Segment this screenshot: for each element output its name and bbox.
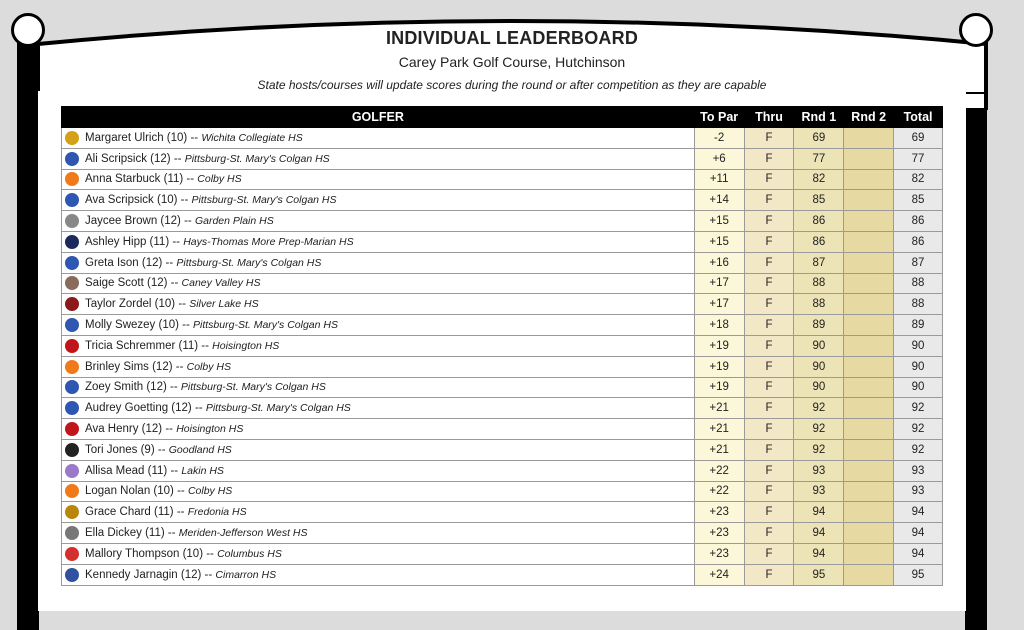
- table-row[interactable]: [62, 543, 943, 564]
- shield-icon: [65, 131, 79, 145]
- school-name: Pittsburg-St. Mary's Colgan HS: [205, 402, 351, 415]
- total-cell: 93: [894, 460, 943, 481]
- thru-cell: F: [744, 211, 794, 232]
- rnd2-score: [844, 377, 894, 398]
- golfer-cell: [62, 543, 695, 564]
- school-logo-icon: [65, 256, 79, 270]
- to-par-cell: +19: [694, 356, 744, 377]
- golfer-name: Molly Swezey (10): [85, 319, 179, 332]
- golfer-cell: [62, 419, 695, 440]
- rnd2-score: [844, 273, 894, 294]
- name-separator: --: [187, 131, 202, 144]
- school-name: Meriden-Jefferson West HS: [178, 527, 308, 540]
- golfer-cell: [62, 356, 695, 377]
- total-cell: 93: [894, 481, 943, 502]
- name-separator: --: [183, 173, 198, 186]
- total-cell: 85: [894, 190, 943, 211]
- rnd2-score: [844, 543, 894, 564]
- golfer-name: Greta Ison (12): [85, 256, 163, 269]
- to-par-cell: +21: [694, 419, 744, 440]
- golfer-cell: [62, 231, 695, 252]
- thru-cell: F: [744, 273, 794, 294]
- rnd2-score: [844, 481, 894, 502]
- total-cell: 86: [894, 211, 943, 232]
- total-cell: 88: [894, 273, 943, 294]
- golfer-name: Allisa Mead (11): [85, 464, 168, 477]
- name-separator: --: [198, 339, 213, 352]
- school-name: Pittsburg-St. Mary's Colgan HS: [176, 256, 322, 269]
- to-par-cell: +21: [694, 439, 744, 460]
- school-name: Cimarron HS: [215, 568, 277, 581]
- rnd2-score: [844, 252, 894, 273]
- golfer-cell: [62, 315, 695, 336]
- golfer-cell: [62, 481, 695, 502]
- golfer-name: Anna Starbuck (11): [85, 173, 184, 186]
- col-thru[interactable]: Thru: [744, 107, 794, 128]
- to-par-cell: +11: [694, 169, 744, 190]
- name-separator: --: [154, 443, 169, 456]
- rnd1-score[interactable]: 88: [794, 294, 844, 315]
- table-row[interactable]: [62, 169, 943, 190]
- total-cell: 94: [894, 502, 943, 523]
- school-logo-icon: [65, 152, 79, 166]
- school-name: Pittsburg-St. Mary's Colgan HS: [184, 152, 330, 165]
- table-row[interactable]: [62, 273, 943, 294]
- col-rnd2[interactable]: Rnd 2: [844, 107, 894, 128]
- golfer-name: Tricia Schremmer (11): [85, 339, 199, 352]
- school-name: Pittsburg-St. Mary's Colgan HS: [180, 381, 326, 394]
- name-separator: --: [191, 402, 206, 415]
- total-cell: 87: [894, 252, 943, 273]
- golfer-name: Taylor Zordel (10): [85, 298, 176, 311]
- total-cell: 94: [894, 543, 943, 564]
- name-separator: --: [172, 360, 187, 373]
- rnd1-score[interactable]: 88: [794, 273, 844, 294]
- table-row[interactable]: [62, 398, 943, 419]
- school-logo-icon: [65, 193, 79, 207]
- tiger-logo-icon: [65, 526, 79, 540]
- rnd1-score[interactable]: 95: [794, 564, 844, 585]
- name-separator: --: [167, 464, 182, 477]
- rnd1-score[interactable]: 93: [794, 481, 844, 502]
- school-name: Goodland HS: [168, 443, 232, 456]
- golfer-cell: [62, 211, 695, 232]
- rnd1-score[interactable]: 77: [794, 148, 844, 169]
- golfer-cell: [62, 439, 695, 460]
- thru-cell: F: [744, 252, 794, 273]
- total-cell: 86: [894, 231, 943, 252]
- rnd1-score[interactable]: 92: [794, 398, 844, 419]
- table-row[interactable]: [62, 190, 943, 211]
- golfer-cell: [62, 398, 695, 419]
- thru-cell: F: [744, 439, 794, 460]
- to-par-cell: +21: [694, 398, 744, 419]
- rnd1-score[interactable]: 86: [794, 231, 844, 252]
- table-row[interactable]: [62, 335, 943, 356]
- golfer-name: Jaycee Brown (12): [85, 215, 181, 228]
- school-logo-icon: [65, 318, 79, 332]
- name-separator: --: [173, 485, 188, 498]
- thru-cell: F: [744, 231, 794, 252]
- golfer-name: Logan Nolan (10): [85, 485, 174, 498]
- table-row[interactable]: [62, 523, 943, 544]
- golfer-name: Kennedy Jarnagin (12): [85, 568, 202, 581]
- rnd1-score[interactable]: 94: [794, 543, 844, 564]
- name-separator: --: [175, 298, 190, 311]
- name-separator: --: [203, 547, 218, 560]
- to-par-cell: +18: [694, 315, 744, 336]
- to-par-cell: +6: [694, 148, 744, 169]
- golfer-name: Ali Scripsick (12): [85, 152, 171, 165]
- golfer-name: Ava Scripsick (10): [85, 194, 178, 207]
- golfer-name: Zoey Smith (12): [85, 381, 167, 394]
- name-separator: --: [170, 152, 185, 165]
- total-cell: 89: [894, 315, 943, 336]
- table-row[interactable]: [62, 231, 943, 252]
- golfer-cell: [62, 294, 695, 315]
- school-name: Fredonia HS: [187, 506, 247, 519]
- rnd1-score[interactable]: 94: [794, 523, 844, 544]
- rnd2-score: [844, 169, 894, 190]
- golfer-cell: [62, 273, 695, 294]
- thru-cell: F: [744, 543, 794, 564]
- golfer-name: Grace Chard (11): [85, 506, 174, 519]
- page-title: INDIVIDUAL LEADERBOARD: [385, 28, 639, 48]
- eagle-logo-icon: [65, 172, 79, 186]
- table-row[interactable]: [62, 252, 943, 273]
- golfer-cell: [62, 128, 695, 149]
- rnd2-score: [844, 335, 894, 356]
- table-row[interactable]: [62, 356, 943, 377]
- to-par-cell: +15: [694, 211, 744, 232]
- rnd1-score[interactable]: 85: [794, 190, 844, 211]
- cowboy-logo-icon: [65, 443, 79, 457]
- total-cell: 90: [894, 356, 943, 377]
- table-row[interactable]: [62, 502, 943, 523]
- rnd1-score[interactable]: 86: [794, 211, 844, 232]
- table-row[interactable]: [62, 128, 943, 149]
- golfer-name: Margaret Ulrich (10): [85, 131, 188, 144]
- total-cell: 90: [894, 335, 943, 356]
- rnd2-score: [844, 315, 894, 336]
- golfer-cell: [62, 169, 695, 190]
- name-separator: --: [178, 319, 194, 332]
- rnd1-score[interactable]: 90: [794, 335, 844, 356]
- total-cell: 90: [894, 377, 943, 398]
- golfer-cell: [62, 502, 695, 523]
- table-row[interactable]: [62, 439, 943, 460]
- name-separator: --: [167, 277, 182, 290]
- rnd2-score: [844, 211, 894, 232]
- figure-logo-icon: [65, 214, 79, 228]
- rnd1-score[interactable]: 82: [794, 169, 844, 190]
- eagle-logo-icon: [65, 297, 79, 311]
- total-cell: 94: [894, 523, 943, 544]
- table-row[interactable]: [62, 148, 943, 169]
- school-name: Wichita Collegiate HS: [201, 131, 303, 144]
- total-cell: 95: [894, 564, 943, 585]
- to-par-cell: +16: [694, 252, 744, 273]
- col-rnd1[interactable]: Rnd 1: [794, 107, 844, 128]
- thru-cell: F: [744, 335, 794, 356]
- school-name: Hoisington HS: [212, 339, 280, 352]
- to-par-cell: +23: [694, 543, 744, 564]
- table-row[interactable]: [62, 460, 943, 481]
- golfer-cell: [62, 252, 695, 273]
- thru-cell: F: [744, 356, 794, 377]
- rnd2-score: [844, 523, 894, 544]
- table-row[interactable]: [62, 315, 943, 336]
- rnd2-score: [844, 460, 894, 481]
- golfer-cell: [62, 564, 695, 585]
- rnd2-score: [844, 356, 894, 377]
- school-logo-icon: [65, 380, 79, 394]
- crest-logo-icon: [65, 235, 79, 249]
- thru-cell: F: [744, 315, 794, 336]
- total-cell: 77: [894, 148, 943, 169]
- total-cell: 88: [894, 294, 943, 315]
- table-header-row: [62, 107, 943, 128]
- name-separator: --: [162, 423, 177, 436]
- rnd1-score[interactable]: 87: [794, 252, 844, 273]
- golfer-name: Ava Henry (12): [85, 423, 163, 436]
- rnd2-score: [844, 148, 894, 169]
- table-row[interactable]: [62, 211, 943, 232]
- col-total[interactable]: Total: [894, 107, 943, 128]
- col-to-par[interactable]: To Par: [694, 107, 744, 128]
- to-par-cell: +23: [694, 502, 744, 523]
- table-row[interactable]: [62, 419, 943, 440]
- golfer-cell: [62, 377, 695, 398]
- golfer-cell: [62, 523, 695, 544]
- total-cell: 92: [894, 439, 943, 460]
- course-subtitle: Carey Park Golf Course, Hutchinson: [398, 54, 626, 70]
- thru-cell: F: [744, 523, 794, 544]
- school-name: Colby HS: [187, 485, 233, 498]
- to-par-cell: +19: [694, 335, 744, 356]
- golfer-name: Ashley Hipp (11): [85, 235, 170, 248]
- thru-cell: F: [744, 128, 794, 149]
- cardinal-logo-icon: [65, 422, 79, 436]
- table-row[interactable]: [62, 377, 943, 398]
- total-cell: 92: [894, 398, 943, 419]
- rnd1-score[interactable]: 90: [794, 356, 844, 377]
- table-row[interactable]: [62, 564, 943, 585]
- school-name: Hoisington HS: [176, 423, 244, 436]
- rnd2-score: [844, 128, 894, 149]
- thru-cell: F: [744, 148, 794, 169]
- rnd2-score: [844, 231, 894, 252]
- left-sign-post: [17, 30, 39, 630]
- col-golfer[interactable]: GOLFER: [62, 107, 695, 128]
- to-par-cell: +22: [694, 460, 744, 481]
- bull-logo-icon: [65, 276, 79, 290]
- eagle-logo-icon: [65, 360, 79, 374]
- name-separator: --: [169, 235, 184, 248]
- thru-cell: F: [744, 377, 794, 398]
- broncs-logo-icon: [65, 464, 79, 478]
- rnd2-score: [844, 294, 894, 315]
- name-separator: --: [162, 256, 177, 269]
- to-par-cell: +17: [694, 273, 744, 294]
- school-logo-icon: [65, 401, 79, 415]
- school-name: Pittsburg-St. Mary's Colgan HS: [193, 319, 338, 332]
- rnd2-score: [844, 419, 894, 440]
- to-par-cell: +22: [694, 481, 744, 502]
- to-par-cell: +19: [694, 377, 744, 398]
- table-row[interactable]: [62, 294, 943, 315]
- thru-cell: F: [744, 502, 794, 523]
- golfer-cell: [62, 148, 695, 169]
- bluejay-logo-icon: [65, 568, 79, 582]
- rnd1-score[interactable]: 92: [794, 439, 844, 460]
- thru-cell: F: [744, 294, 794, 315]
- thru-cell: F: [744, 419, 794, 440]
- to-par-cell: +15: [694, 231, 744, 252]
- rnd1-score[interactable]: 89: [794, 315, 844, 336]
- thru-cell: F: [744, 190, 794, 211]
- golfer-name: Mallory Thompson (10): [85, 547, 204, 560]
- school-name: Garden Plain HS: [194, 215, 274, 228]
- rnd2-score: [844, 398, 894, 419]
- name-separator: --: [177, 194, 192, 207]
- golfer-cell: [62, 460, 695, 481]
- to-par-cell: +23: [694, 523, 744, 544]
- titan-logo-icon: [65, 547, 79, 561]
- pirate-logo-icon: [65, 505, 79, 519]
- thru-cell: F: [744, 564, 794, 585]
- golfer-name: Audrey Goetting (12): [85, 402, 192, 415]
- update-note: State hosts/courses will update scores during the round or after competition as they are capable: [257, 78, 767, 92]
- golfer-cell: [62, 190, 695, 211]
- golfer-name: Ella Dickey (11): [85, 527, 165, 540]
- rnd2-score: [844, 439, 894, 460]
- total-cell: 69: [894, 128, 943, 149]
- table-row[interactable]: [62, 481, 943, 502]
- leaderboard-table: [61, 106, 943, 586]
- school-name: Colby HS: [186, 360, 231, 373]
- name-separator: --: [180, 215, 195, 228]
- name-separator: --: [164, 527, 179, 540]
- to-par-cell: +24: [694, 564, 744, 585]
- to-par-cell: +14: [694, 190, 744, 211]
- total-cell: 82: [894, 169, 943, 190]
- thru-cell: F: [744, 398, 794, 419]
- rnd1-score[interactable]: 90: [794, 377, 844, 398]
- school-name: Caney Valley HS: [181, 277, 261, 290]
- school-name: Columbus HS: [217, 547, 282, 560]
- name-separator: --: [201, 568, 216, 581]
- golfer-name: Tori Jones (9): [85, 443, 155, 456]
- rnd1-score[interactable]: 93: [794, 460, 844, 481]
- rnd2-score: [844, 564, 894, 585]
- golfer-cell: [62, 335, 695, 356]
- rnd1-score[interactable]: 94: [794, 502, 844, 523]
- name-separator: --: [173, 506, 188, 519]
- golfer-name: Brinley Sims (12): [85, 360, 173, 373]
- rnd2-score: [844, 190, 894, 211]
- to-par-cell: +17: [694, 294, 744, 315]
- golfer-name: Saige Scott (12): [85, 277, 168, 290]
- school-name: Colby HS: [197, 173, 242, 186]
- school-name: Silver Lake HS: [189, 298, 259, 311]
- to-par-cell: -2: [694, 128, 744, 149]
- thru-cell: F: [744, 481, 794, 502]
- thru-cell: F: [744, 169, 794, 190]
- name-separator: --: [166, 381, 181, 394]
- rnd1-score[interactable]: 92: [794, 419, 844, 440]
- total-cell: 92: [894, 419, 943, 440]
- school-name: Pittsburg-St. Mary's Colgan HS: [191, 194, 337, 207]
- school-name: Hays-Thomas More Prep-Marian HS: [183, 235, 354, 248]
- cardinal-logo-icon: [65, 339, 79, 353]
- eagle-logo-icon: [65, 484, 79, 498]
- right-sign-post: [965, 30, 987, 630]
- school-name: Lakin HS: [181, 464, 224, 477]
- thru-cell: F: [744, 460, 794, 481]
- rnd2-score: [844, 502, 894, 523]
- rnd1-score[interactable]: 69: [794, 128, 844, 149]
